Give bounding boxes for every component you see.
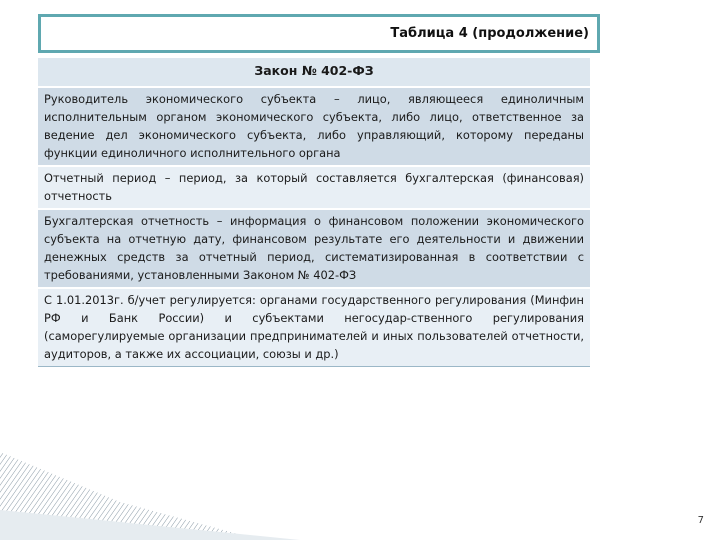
table-header: Закон № 402-ФЗ <box>37 57 591 87</box>
table-header-row <box>37 57 591 87</box>
table-cell-accounting-statements: Бухгалтерская отчетность – информация о финансовом положении экономического субъекта на отчетную дату, финансовом результате его деятельности и движении денежных средств за отчетный период, систематизированная в соответствии с требованиями, установленными Законом № 402-ФЗ <box>37 209 591 288</box>
page-number: 7 <box>697 515 704 526</box>
table-row <box>37 166 591 209</box>
slide-title: Таблица 4 (продолжение) <box>390 26 589 41</box>
decorative-stripes <box>0 450 720 540</box>
law-table <box>36 56 592 367</box>
table-row <box>37 209 591 288</box>
table-row <box>37 288 591 367</box>
table-cell-head-of-entity: Руководитель экономического субъекта – лицо, являющееся единоличным исполнительным органом экономического субъекта, либо лицо, ответственное за ведение дел экономического субъекта, либо управляющий, которому переданы функции единоличного исполнительного органа <box>37 87 591 166</box>
table-cell-reporting-period: Отчетный период – период, за который составляется бухгалтерская (финансовая) отчетность <box>37 166 591 209</box>
table-cell-regulation: С 1.01.2013г. б/учет регулируется: органами государственного регулирования (Минфин РФ и Банк России) и субъектами негосудар-ственного регулирования (саморегулируемые организации предпринимателей и иных пользователей отчетности, аудиторов, а также их ассоциации, союзы и др.) <box>37 288 591 367</box>
table-row <box>37 87 591 166</box>
slide-title-box <box>38 14 600 53</box>
